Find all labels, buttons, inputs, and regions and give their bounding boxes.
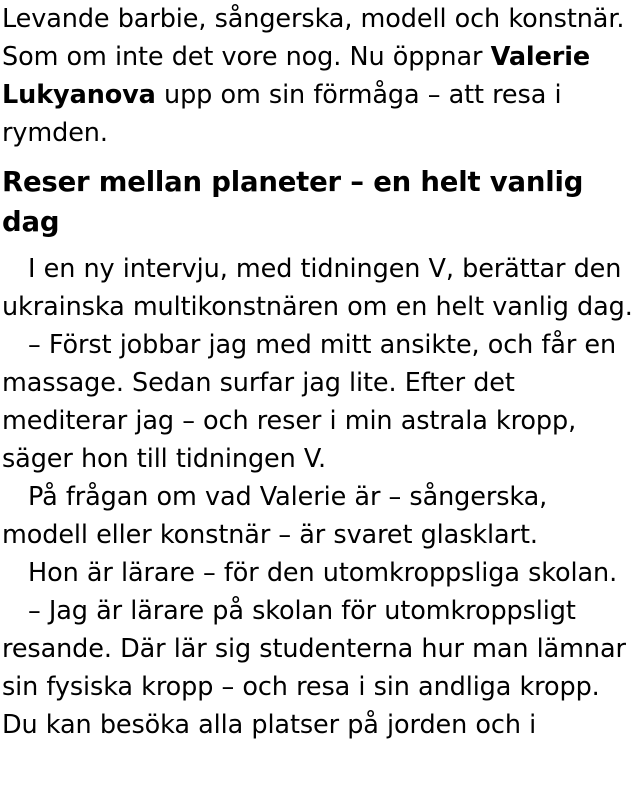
paragraph-2: – Först jobbar jag med mitt ansikte, och får en massage. Sedan surfar jag lite. Efter det mediterar jag – och reser i min astrala kropp, säger hon till tidningen V. bbox=[2, 330, 617, 474]
paragraph-4: Hon är lärare – för den utomkroppsliga skolan. bbox=[28, 558, 618, 588]
section-heading: Reser mellan planeter – en helt vanlig dag bbox=[2, 166, 584, 238]
person-name: Valerie Lukyanova bbox=[2, 42, 591, 110]
paragraph-1: I en ny intervju, med tidningen V, berättar den ukrainska multikonstnären om en helt vanlig dag. bbox=[2, 254, 633, 322]
paragraph-5: – Jag är lärare på skolan för utomkroppsligt resande. Där lär sig studenterna hur man lämnar sin fysiska kropp – och resa i sin andliga kropp. Du kan besöka alla platser på jorden och i bbox=[2, 596, 626, 740]
lead-paragraph-part1: Levande barbie, sångerska, modell och konstnär. Som om inte det vore nog. Nu öppnar bbox=[2, 4, 625, 72]
lead-paragraph bbox=[2, 0, 634, 152]
lead-paragraph-part2: upp om sin förmåga – att resa i rymden. bbox=[2, 80, 562, 148]
paragraph-3: På frågan om vad Valerie är – sångerska, modell eller konstnär – är svaret glasklart. bbox=[2, 482, 548, 550]
